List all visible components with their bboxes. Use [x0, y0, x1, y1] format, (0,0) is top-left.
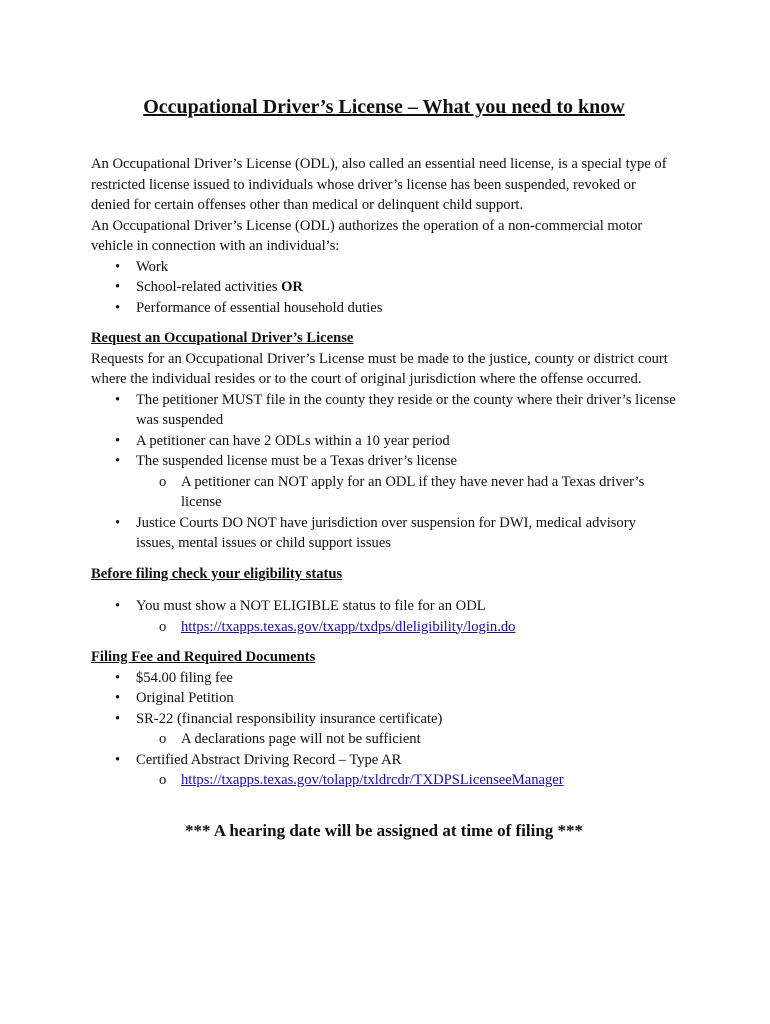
list-item: [91, 596, 677, 637]
list-item: • A petitioner can have 2 ODLs within a 10 year period: [91, 431, 677, 452]
eligibility-list: [91, 596, 677, 637]
sub-list-item: [91, 617, 677, 638]
closing-notice: *** A hearing date will be assigned at time of filing ***: [184, 820, 584, 840]
list-item: [91, 750, 677, 791]
filing-list: [91, 668, 677, 791]
list-item: • Performance of essential household duties: [91, 298, 677, 319]
sub-list: [136, 770, 677, 791]
eligibility-link[interactable]: https://txapps.texas.gov/txapp/txdps/dleligibility/login.do: [181, 618, 516, 635]
list-item: [91, 277, 677, 298]
request-paragraph: Requests for an Occupational Driver’s License must be made to the justice, county or district court where the individual resides or to the court of original jurisdiction where the offense occurred.: [91, 350, 668, 387]
list-item: • Original Petition: [91, 688, 677, 709]
sub-list: [136, 472, 677, 513]
sub-list-item: o A petitioner can NOT apply for an ODL if they have never had a Texas driver’s license: [91, 472, 677, 513]
list-item-emphasis: OR: [281, 279, 303, 295]
list-item-text: School-related activities: [136, 279, 282, 295]
list-item: • Justice Courts DO NOT have jurisdiction over suspension for DWI, medical advisory issues, mental issues or child support issues: [91, 513, 677, 554]
list-item: [91, 709, 677, 750]
sub-list-item: o A declarations page will not be sufficient: [91, 729, 677, 750]
sub-list: [136, 729, 677, 750]
list-item-text: You must show a NOT ELIGIBLE status to file for an ODL: [136, 598, 486, 614]
authorized-uses-list: [91, 257, 677, 319]
sub-list: [136, 617, 677, 638]
list-item-text: SR-22 (financial responsibility insurance certificate): [136, 710, 443, 727]
list-item: • $54.00 filing fee: [91, 668, 677, 689]
eligibility-heading: Before filing check your eligibility status: [91, 565, 343, 582]
intro-paragraph-2: An Occupational Driver’s License (ODL) authorizes the operation of a non-commercial motor vehicle in connection with an individual’s:: [91, 217, 643, 254]
request-heading: Request an Occupational Driver’s License: [91, 330, 354, 346]
list-item: [91, 451, 677, 513]
request-list: [91, 390, 677, 554]
driving-record-link[interactable]: https://txapps.texas.gov/tolapp/txldrcdr/TXDPSLicenseeManager: [181, 772, 564, 788]
filing-heading: Filing Fee and Required Documents: [91, 649, 316, 665]
sub-list-item: [91, 770, 677, 791]
list-item: • Work: [91, 257, 677, 278]
intro-paragraph-1: An Occupational Driver’s License (ODL), also called an essential need license, is a special type of restricted license issued to individuals whose driver’s license has been suspended, revoked or denied for certain offenses other than medical or delinquent child support.: [91, 156, 667, 213]
list-item-text: Certified Abstract Driving Record – Type AR: [136, 751, 402, 768]
document-title: Occupational Driver’s License – What you need to know: [143, 96, 625, 118]
list-item-text: The suspended license must be a Texas driver’s license: [136, 453, 458, 469]
document-page: [91, 94, 677, 841]
list-item: • The petitioner MUST file in the county they reside or the county where their driver’s license was suspended: [91, 390, 677, 431]
